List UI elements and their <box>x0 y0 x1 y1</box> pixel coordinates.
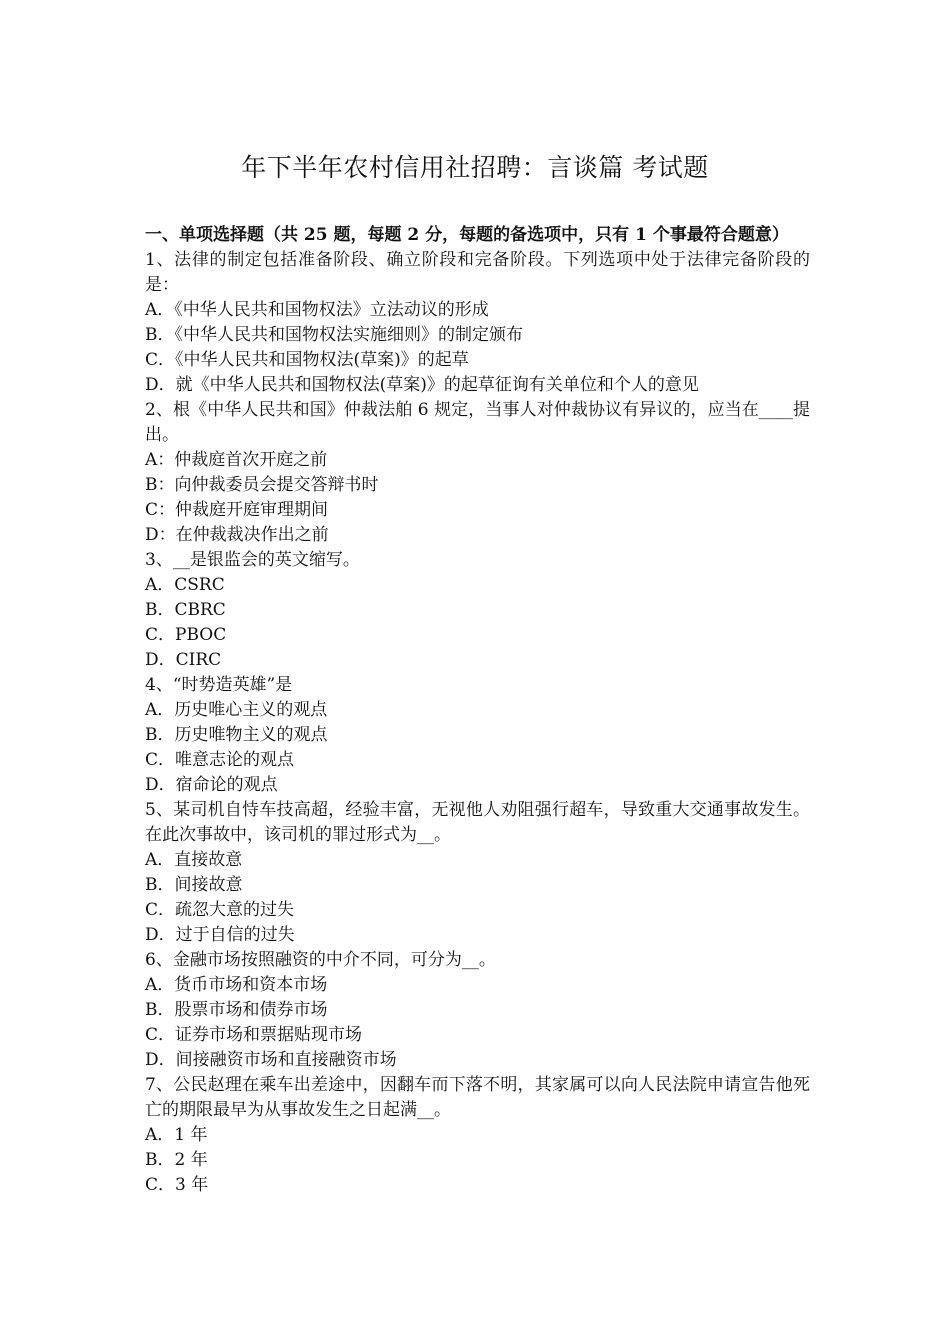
option-c: C．3 年 <box>145 1175 209 1195</box>
option-c: C．证券市场和票据贴现市场 <box>145 1025 363 1045</box>
question-stem: 5、某司机自恃车技高超，经验丰富，无视他人劝阻强行超车，导致重大交通事故发生。在此次事故中，该司机的罪过形式为__。 <box>145 800 810 845</box>
question-4 <box>145 673 810 798</box>
option-a: A．直接故意 <box>145 850 243 870</box>
option-b: B．历史唯物主义的观点 <box>145 725 328 745</box>
question-stem: 6、金融市场按照融资的中介不同，可分为__。 <box>145 950 496 970</box>
option-a: A．历史唯心主义的观点 <box>145 700 328 720</box>
question-stem: 3、__是银监会的英文缩写。 <box>145 550 360 570</box>
option-b: B．2 年 <box>145 1150 208 1170</box>
question-3 <box>145 548 810 673</box>
section-heading: 一、单项选择题（共 25 题，每题 2 分，每题的备选项中，只有 1 个事最符合题意） <box>145 225 789 245</box>
document-body <box>145 223 810 1198</box>
option-b: B．股票市场和债券市场 <box>145 1000 328 1020</box>
option-a: A．1 年 <box>145 1125 208 1145</box>
question-7 <box>145 1073 810 1198</box>
question-5 <box>145 798 810 948</box>
option-d: D．CIRC <box>145 650 222 670</box>
question-stem: 4、“时势造英雄”是 <box>145 675 293 695</box>
question-stem: 1、法律的制定包括准备阶段、确立阶段和完备阶段。下列选项中处于法律完备阶段的是： <box>145 250 810 295</box>
option-d: D．宿命论的观点 <box>145 775 278 795</box>
option-d: D．就《中华人民共和国物权法(草案)》的起草征询有关单位和个人的意见 <box>145 375 699 395</box>
option-a: A．货币市场和资本市场 <box>145 975 328 995</box>
option-c: C：仲裁庭开庭审理期间 <box>145 500 329 520</box>
option-b: B：向仲裁委员会提交答辩书时 <box>145 475 379 495</box>
question-1 <box>145 248 810 398</box>
option-d: D．过于自信的过失 <box>145 925 295 945</box>
option-d: D：在仲裁裁决作出之前 <box>145 525 329 545</box>
option-b: B．CBRC <box>145 600 226 620</box>
question-stem: 2、根《中华人民共和国》仲裁法舶 6 规定，当事人对仲裁协议有异议的，应当在____提出。 <box>145 400 810 445</box>
question-2 <box>145 398 810 548</box>
option-a: A．《中华人民共和国物权法》立法动议的形成 <box>145 300 489 320</box>
option-b: B．《中华人民共和国物权法实施细则》的制定颁布 <box>145 325 523 345</box>
option-d: D．间接融资市场和直接融资市场 <box>145 1050 397 1070</box>
option-a: A：仲裁庭首次开庭之前 <box>145 450 328 470</box>
question-6 <box>145 948 810 1073</box>
document-title: 年下半年农村信用社招聘：言谈篇 考试题 <box>241 153 709 182</box>
option-b: B．间接故意 <box>145 875 243 895</box>
question-stem: 7、公民赵理在乘车出差途中，因翻车而下落不明，其家属可以向人民法院申请宣告他死亡的期限最早为从事故发生之日起满__。 <box>145 1075 810 1120</box>
option-a: A．CSRC <box>145 575 225 595</box>
option-c: C．唯意志论的观点 <box>145 750 295 770</box>
option-c: C．PBOC <box>145 625 227 645</box>
option-c: C．疏忽大意的过失 <box>145 900 295 920</box>
option-c: C．《中华人民共和国物权法(草案)》的起草 <box>145 350 469 370</box>
